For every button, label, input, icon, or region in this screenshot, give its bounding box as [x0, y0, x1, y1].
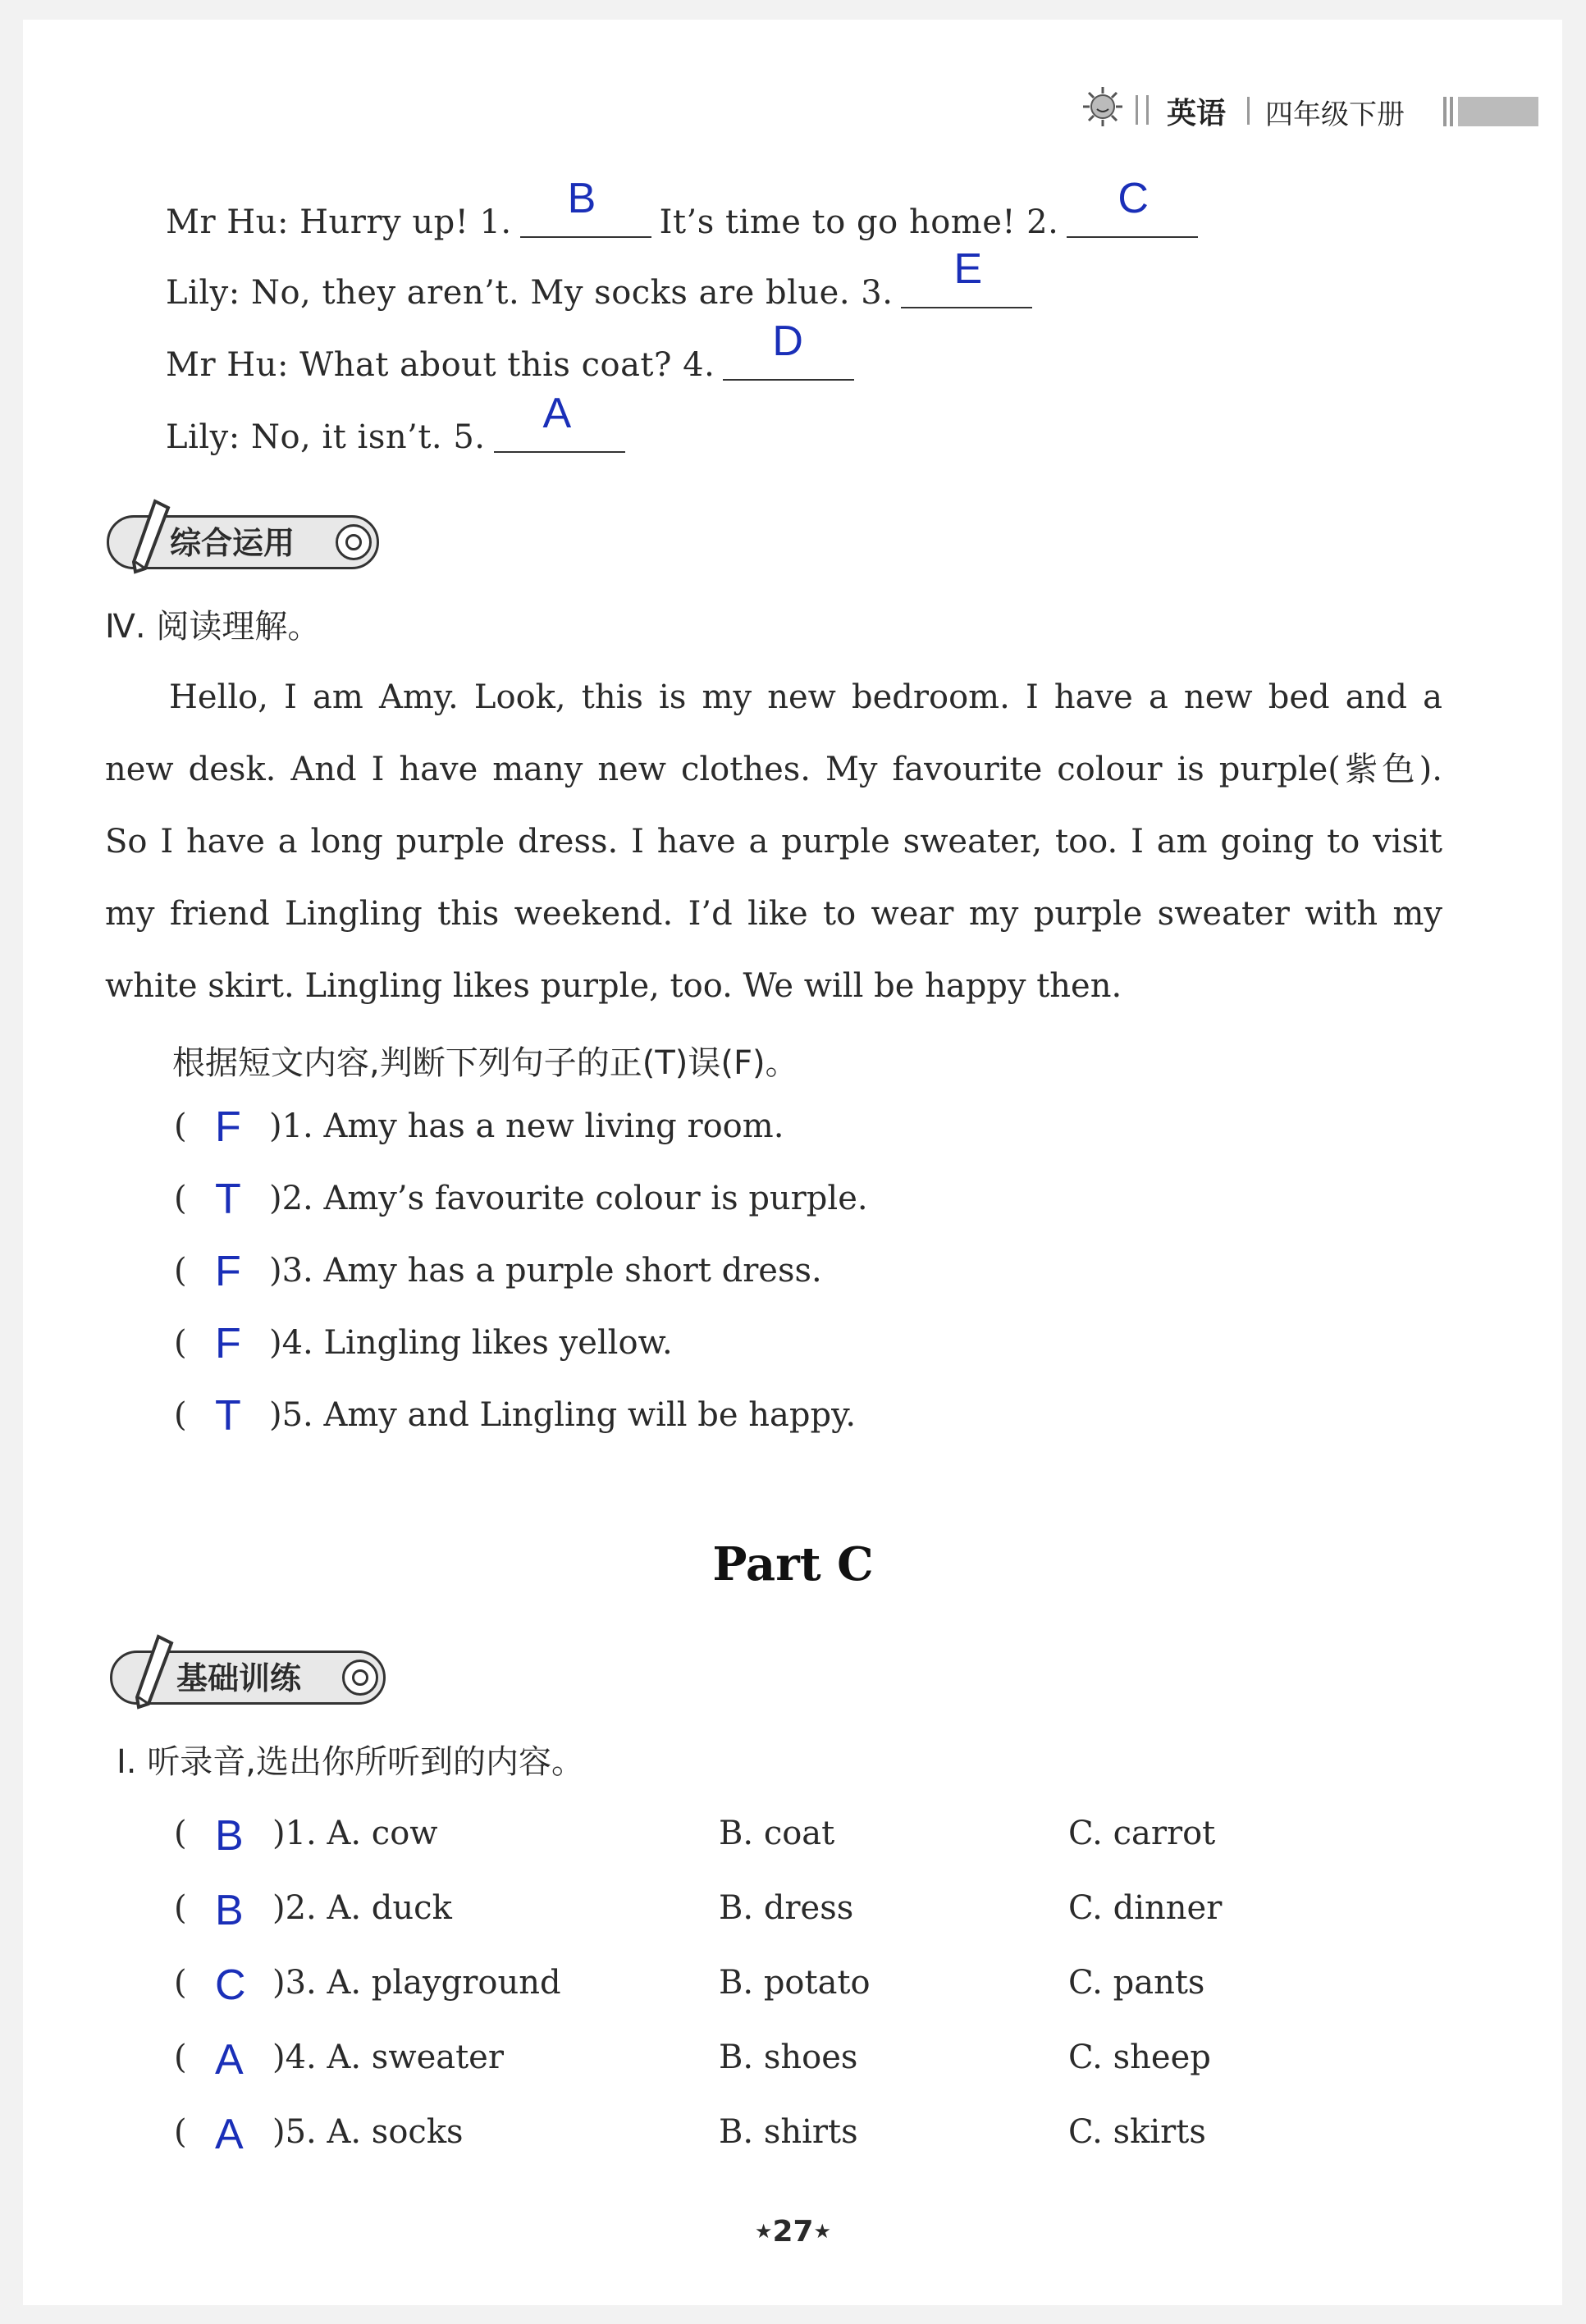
page-number-text: 27 — [772, 2215, 814, 2249]
dialogue-text: Mr Hu: Hurry up! 1. — [166, 203, 512, 241]
option-c: C. dinner — [1068, 1889, 1223, 1927]
tf-question-text: )5. Amy and Lingling will be happy. — [269, 1396, 857, 1434]
dialogue-line-4 — [166, 390, 633, 456]
listening-question — [174, 1961, 1405, 2013]
option-b: B. dress — [719, 1889, 854, 1927]
pencil-icon — [130, 1633, 176, 1727]
option-c: C. carrot — [1068, 1815, 1216, 1852]
option-b: B. shirts — [719, 2113, 858, 2151]
answer-mark: A — [215, 2111, 244, 2158]
passage-line: So I have a long purple dress. I have a purple sweater, too. I am going to visit — [105, 823, 1442, 861]
circle-icon — [336, 524, 372, 560]
section-tag-basic — [110, 1651, 386, 1705]
section-tag-comprehensive — [107, 515, 379, 569]
dialogue-text: It’s time to go home! 2. — [659, 203, 1059, 241]
option-a: )1. A. cow — [272, 1815, 438, 1852]
tf-question-text: )3. Amy has a purple short dress. — [269, 1252, 822, 1290]
listening-heading: Ⅰ. 听录音,选出你所听到的内容。 — [117, 1743, 584, 1781]
header-divider — [1247, 97, 1250, 125]
answer-blank — [1067, 175, 1198, 238]
answer-blank — [723, 317, 854, 381]
answer-mark: A — [542, 390, 572, 437]
listening-question — [174, 2113, 1405, 2162]
listening-question — [174, 2036, 1405, 2088]
answer-blank — [520, 175, 651, 238]
dialogue-line-3 — [166, 317, 862, 384]
dialogue-line-1 — [166, 175, 1206, 241]
circle-icon — [342, 1660, 378, 1696]
answer-mark: B — [215, 1887, 244, 1934]
reading-instruction: 根据短文内容,判断下列句子的正(T)误(F)。 — [172, 1044, 798, 1082]
option-a: )3. A. playground — [272, 1964, 561, 2002]
pencil-icon — [127, 498, 173, 591]
sun-logo-icon — [1081, 85, 1124, 128]
dialogue-text: Lily: No, it isn’t. 5. — [166, 418, 486, 456]
reading-heading: Ⅳ. 阅读理解。 — [105, 608, 321, 646]
answer-blank — [494, 390, 625, 453]
answer-mark: C — [1118, 175, 1150, 222]
dialogue-line-2 — [166, 245, 1040, 312]
option-a: )4. A. sweater — [272, 2039, 504, 2076]
answer-mark: F — [215, 1103, 241, 1151]
answer-mark: C — [215, 1961, 246, 2009]
paren-open: ( — [174, 1107, 187, 1145]
paren-open: ( — [174, 1964, 187, 2002]
answer-mark: B — [215, 1812, 244, 1860]
section-tag-label: 综合运用 — [170, 525, 295, 561]
dialogue-text: Mr Hu: What about this coat? 4. — [166, 346, 715, 384]
option-b: B. potato — [719, 1964, 871, 2002]
tf-question-text: )4. Lingling likes yellow. — [269, 1324, 673, 1362]
section-tag-label: 基础训练 — [176, 1660, 302, 1696]
paren-open: ( — [174, 1815, 187, 1852]
page-number — [0, 2215, 1586, 2249]
paren-open: ( — [174, 2113, 187, 2151]
answer-mark: T — [215, 1176, 241, 1223]
star-icon: ★ — [754, 2220, 773, 2243]
answer-mark: E — [953, 245, 983, 293]
passage-line: white skirt. Lingling likes purple, too. We will be happy then. — [105, 967, 1122, 1005]
option-b: B. coat — [719, 1815, 835, 1852]
star-icon: ★ — [813, 2220, 832, 2243]
answer-mark: T — [215, 1392, 241, 1440]
header-bar — [1440, 97, 1538, 126]
header-subject: 英语 — [1167, 97, 1227, 130]
header-grade: 四年级下册 — [1265, 98, 1405, 131]
paren-open: ( — [174, 1180, 187, 1217]
paren-open: ( — [174, 1324, 187, 1362]
dialogue-text: Lily: No, they aren’t. My socks are blue. 3. — [166, 274, 894, 312]
header-divider — [1136, 95, 1149, 125]
option-c: C. pants — [1068, 1964, 1205, 2002]
answer-mark: F — [215, 1248, 241, 1295]
answer-mark: B — [567, 175, 596, 222]
paren-open: ( — [174, 1396, 187, 1434]
answer-mark: F — [215, 1320, 241, 1367]
option-b: B. shoes — [719, 2039, 858, 2076]
paren-open: ( — [174, 1889, 187, 1927]
passage-line: new desk. And I have many new clothes. My favourite colour is purple(紫色). — [105, 751, 1442, 788]
option-a: )2. A. duck — [272, 1889, 452, 1927]
passage-line: my friend Lingling this weekend. I’d like to wear my purple sweater with my — [105, 895, 1442, 933]
answer-blank — [901, 245, 1032, 308]
passage-line: Hello, I am Amy. Look, this is my new bedroom. I have a new bed and a — [169, 678, 1442, 716]
option-c: C. sheep — [1068, 2039, 1211, 2076]
answer-mark: D — [772, 317, 804, 365]
tf-question-text: )2. Amy’s favourite colour is purple. — [269, 1180, 868, 1217]
answer-mark: A — [215, 2036, 244, 2084]
option-a: )5. A. socks — [272, 2113, 464, 2151]
part-title: Part C — [712, 1537, 874, 1591]
listening-question — [174, 1889, 1405, 1938]
listening-question — [174, 1812, 1405, 1864]
option-c: C. skirts — [1068, 2113, 1206, 2151]
paren-open: ( — [174, 1252, 187, 1290]
tf-question-text: )1. Amy has a new living room. — [269, 1107, 784, 1145]
paren-open: ( — [174, 2039, 187, 2076]
